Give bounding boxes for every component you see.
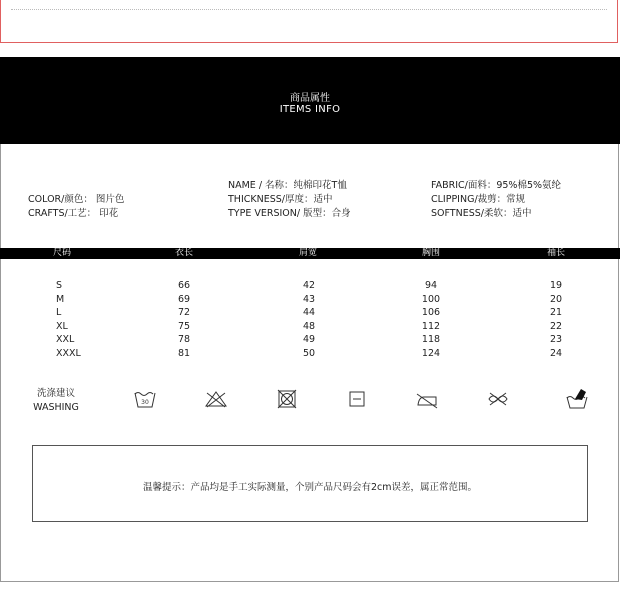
chest-cell: 124 bbox=[421, 347, 441, 359]
sleeve-cell: 24 bbox=[549, 347, 563, 359]
dry-flat-icon bbox=[345, 388, 369, 410]
attr-name: NAME / 名称：纯棉印花T恤 bbox=[228, 180, 347, 191]
chest-cell: 106 bbox=[421, 307, 441, 318]
shoulder-column bbox=[303, 279, 315, 360]
shoulder-cell: 42 bbox=[302, 280, 316, 291]
length-cell: 75 bbox=[177, 320, 191, 332]
header-shoulder: 肩宽 bbox=[298, 248, 318, 258]
top-frame bbox=[0, 0, 618, 43]
length-column bbox=[178, 279, 190, 360]
attr-type-version: TYPE VERSION/ 版型：合身 bbox=[228, 208, 351, 219]
sleeve-cell: 22 bbox=[549, 320, 563, 332]
attr-color: COLOR/颜色： 图片色 bbox=[28, 194, 125, 205]
shoulder-cell: 50 bbox=[302, 347, 316, 359]
dotted-divider bbox=[11, 9, 607, 10]
size-cell: XL bbox=[56, 320, 68, 332]
header-title-cn: 商品属性 bbox=[290, 93, 330, 104]
header-chest: 胸围 bbox=[421, 248, 441, 258]
no-dry-clean-icon bbox=[486, 388, 510, 410]
size-cell: S bbox=[56, 280, 63, 291]
chest-cell: 100 bbox=[421, 293, 441, 305]
sleeve-cell: 23 bbox=[549, 334, 563, 345]
chest-column bbox=[422, 279, 440, 360]
chest-cell: 118 bbox=[421, 334, 441, 345]
size-column bbox=[56, 279, 81, 360]
notice-box bbox=[32, 445, 588, 522]
header-sleeve: 袖长 bbox=[546, 248, 566, 258]
iron-low-icon bbox=[415, 388, 439, 410]
header-size: 尺码 bbox=[52, 248, 72, 258]
shoulder-cell: 49 bbox=[302, 334, 316, 345]
attr-clipping: CLIPPING/裁剪：常规 bbox=[431, 194, 526, 205]
header-title-en: ITEMS INFO bbox=[279, 104, 341, 115]
length-cell: 81 bbox=[177, 347, 191, 359]
attr-thickness: THICKNESS/厚度：适中 bbox=[228, 194, 333, 205]
length-cell: 66 bbox=[177, 280, 191, 291]
no-bleach-icon bbox=[204, 388, 228, 410]
sleeve-cell: 19 bbox=[549, 280, 563, 291]
no-tumble-dry-icon bbox=[275, 388, 299, 410]
attr-softness: SOFTNESS/柔软：适中 bbox=[431, 208, 532, 219]
size-table-header bbox=[0, 248, 620, 259]
sleeve-column bbox=[550, 279, 562, 360]
size-cell: XXXL bbox=[56, 347, 81, 359]
shoulder-cell: 44 bbox=[302, 307, 316, 318]
attr-crafts: CRAFTS/工艺： 印花 bbox=[28, 208, 119, 219]
header-length: 衣长 bbox=[174, 248, 194, 258]
chest-cell: 94 bbox=[424, 280, 438, 291]
size-cell: XXL bbox=[56, 334, 75, 345]
length-cell: 78 bbox=[177, 334, 191, 345]
shoulder-cell: 48 bbox=[302, 320, 316, 332]
sleeve-cell: 21 bbox=[549, 307, 563, 318]
size-cell: M bbox=[56, 293, 65, 305]
size-cell: L bbox=[56, 307, 62, 318]
length-cell: 69 bbox=[177, 293, 191, 305]
attr-fabric: FABRIC/面料：95%棉5%氨纶 bbox=[431, 180, 562, 191]
shoulder-cell: 43 bbox=[302, 293, 316, 305]
sleeve-cell: 20 bbox=[549, 293, 563, 305]
notice-text: 温馨提示：产品均是手工实际测量，个别产品尺码会有2cm误差，属正常范围。 bbox=[142, 482, 478, 493]
svg-text:30: 30 bbox=[141, 399, 149, 406]
hand-wash-icon bbox=[565, 388, 589, 410]
washing-label bbox=[30, 387, 82, 415]
washing-label-cn: 洗涤建议 bbox=[36, 388, 75, 399]
chest-cell: 112 bbox=[421, 320, 441, 332]
items-info-header bbox=[0, 57, 620, 144]
washing-label-en: WASHING bbox=[33, 402, 79, 413]
wash-30-icon bbox=[133, 388, 157, 410]
length-cell: 72 bbox=[177, 307, 191, 318]
